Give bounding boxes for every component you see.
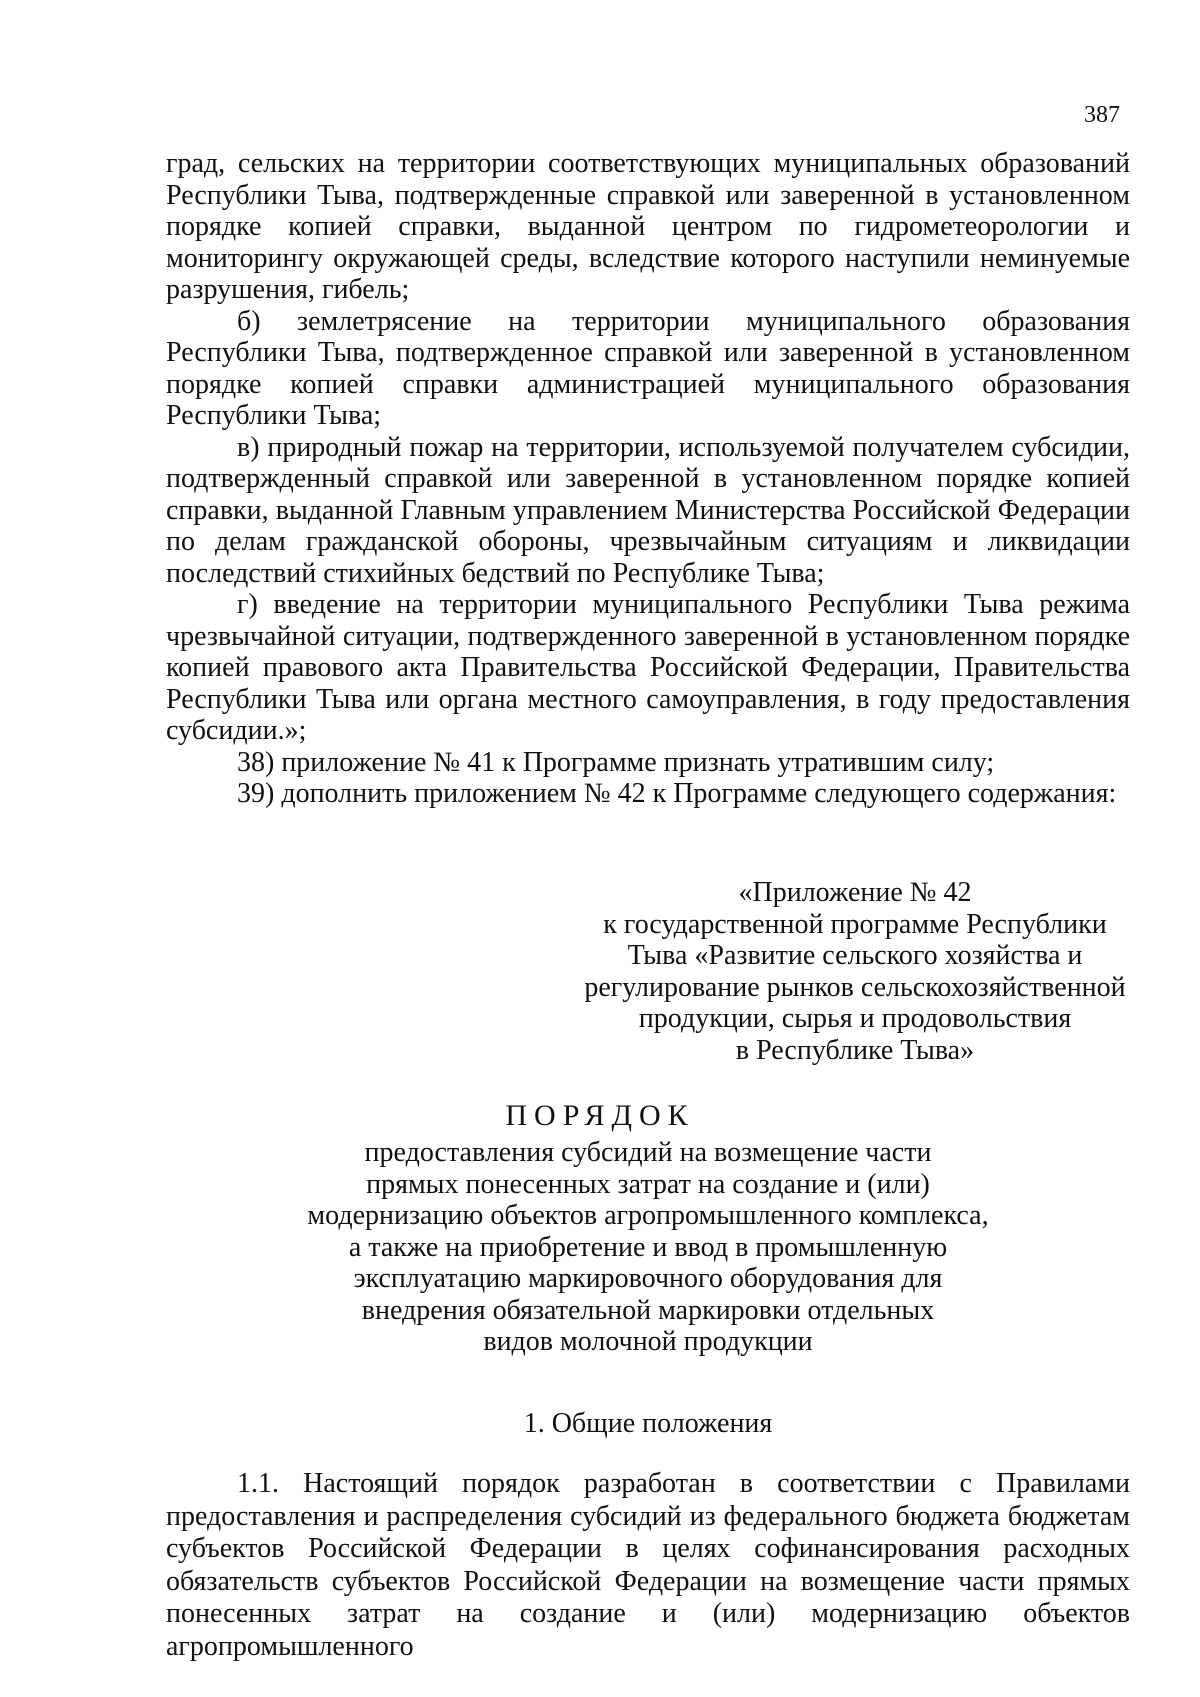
order-subtitle-line: эксплуатацию маркировочного оборудования для	[353, 1263, 943, 1294]
paragraph-continuation: град, сельских на территории соответствующих муниципальных образований Республики Тыва, подтвержденные справкой или заверенной в установленном порядке копией справки, выданной центром по гидрометеорологии и мониторингу окружающей среды, вследствие которого наступили неминуемые разрушения, гибель;	[166, 148, 1130, 305]
order-subtitle	[166, 1137, 1130, 1358]
paragraph-item-g-emergency: г) введение на территории муниципального Республики Тыва режима чрезвычайной ситуации, подтвержденного заверенной в установленном порядке копией правового акта Правительства Российской Федерации, Правительства Республики Тыва или органа местного самоуправления, в году предоставления субсидии.»;	[166, 589, 1130, 746]
annex-line: «Приложение № 42	[738, 877, 972, 908]
order-subtitle-line: а также на приобретение и ввод в промышленную	[348, 1231, 948, 1263]
section-heading: 1. Общие положения	[523, 1408, 773, 1439]
annex-line: продукции, сырья и продовольствия	[638, 1003, 1072, 1034]
annex-line: Тыва «Развитие сельского хозяйства и	[627, 940, 1083, 971]
paragraph-1-1: 1.1. Настоящий порядок разработан в соответствии с Правилами предоставления и распределения субсидий из федерального бюджета бюджетам субъектов Российской Федерации в целях софинансирования расходных обязательств субъектов Российской Федерации на возмещение части прямых понесенных затрат на создание и (или) модернизацию объектов агропромышленного	[166, 1468, 1130, 1662]
order-subtitle-line: внедрения обязательной маркировки отдельных	[361, 1294, 935, 1326]
annex-line: регулирование рынков сельскохозяйственной	[584, 971, 1126, 1003]
annex-header	[570, 877, 1140, 1066]
body-text-block	[166, 148, 1130, 810]
order-subtitle-line: предоставления субсидий на возмещение части	[364, 1137, 932, 1168]
order-subtitle-line: прямых понесенных затрат на создание и (или)	[366, 1168, 930, 1200]
paragraph-item-38: 38) приложение № 41 к Программе признать утратившим силу;	[237, 746, 995, 778]
page-number: 387	[1084, 102, 1120, 128]
section-body	[166, 1468, 1130, 1663]
paragraph-item-v-wildfire: в) природный пожар на территории, используемой получателем субсидии, подтвержденный справкой или заверенной в установленном порядке копией справки, выданной Главным управлением Министерства Российской Федерации по делам гражданской обороны, чрезвычайным ситуациям и ликвидации последствий стихийных бедствий по Республике Тыва;	[166, 431, 1130, 589]
annex-line: к государственной программе Республики	[603, 908, 1107, 940]
order-subtitle-line: модернизацию объектов агропромышленного комплекса,	[307, 1200, 989, 1231]
order-subtitle-line: видов молочной продукции	[483, 1326, 813, 1357]
paragraph-item-39: 39) дополнить приложением № 42 к Программе следующего содержания:	[237, 778, 1117, 809]
annex-line: в Республике Тыва»	[735, 1034, 975, 1066]
paragraph-item-b-earthquake: б) землетрясение на территории муниципального образования Республики Тыва, подтвержденное справкой или заверенной в установленном порядке копией справки администрацией муниципального образования Республики Тыва;	[166, 305, 1130, 431]
order-title: ПОРЯДОК	[505, 1099, 695, 1132]
